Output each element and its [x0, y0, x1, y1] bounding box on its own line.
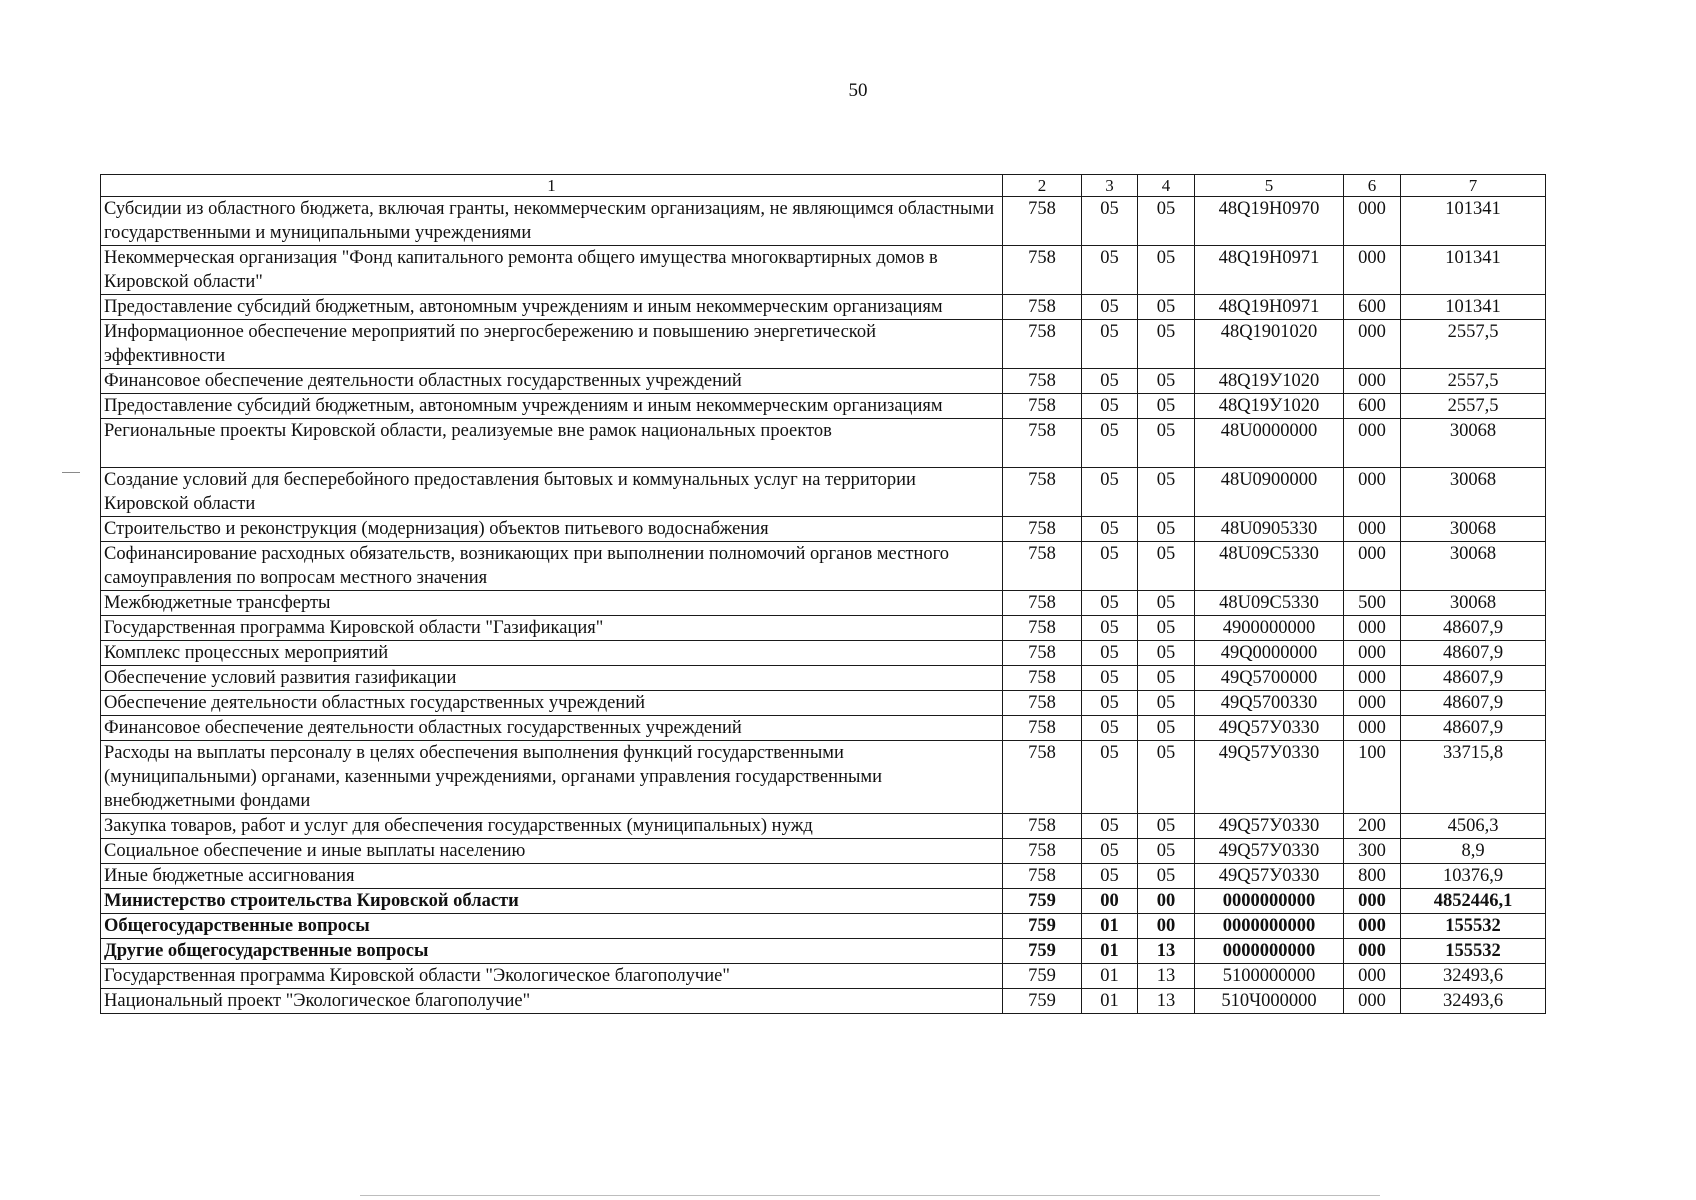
cell-col6: 800 [1344, 864, 1401, 889]
cell-col3: 05 [1082, 641, 1138, 666]
cell-col4: 05 [1138, 369, 1195, 394]
cell-col3: 05 [1082, 246, 1138, 295]
cell-col3: 05 [1082, 691, 1138, 716]
cell-col3: 05 [1082, 666, 1138, 691]
cell-col3: 01 [1082, 964, 1138, 989]
table-row [101, 641, 1546, 666]
row-name: Комплекс процессных мероприятий [101, 641, 1003, 666]
cell-col7: 4506,3 [1401, 814, 1546, 839]
cell-col2: 758 [1003, 641, 1082, 666]
cell-col5: 49Q0000000 [1195, 641, 1344, 666]
cell-col4: 13 [1138, 939, 1195, 964]
header-cell: 3 [1082, 175, 1138, 197]
cell-col5: 510Ч000000 [1195, 989, 1344, 1014]
table-row [101, 591, 1546, 616]
cell-col3: 05 [1082, 616, 1138, 641]
table-row [101, 517, 1546, 542]
cell-col5: 49Q57У0330 [1195, 839, 1344, 864]
cell-col2: 758 [1003, 320, 1082, 369]
row-name: Другие общегосударственные вопросы [101, 939, 1003, 964]
row-name: Софинансирование расходных обязательств, возникающих при выполнении полномочий органов местного самоуправления по вопросам местного значения [101, 542, 1003, 591]
cell-col7: 101341 [1401, 246, 1546, 295]
table-row [101, 468, 1546, 517]
cell-col2: 758 [1003, 197, 1082, 246]
cell-col5: 49Q57У0330 [1195, 814, 1344, 839]
cell-col4: 05 [1138, 542, 1195, 591]
table-row [101, 989, 1546, 1014]
cell-col7: 101341 [1401, 197, 1546, 246]
cell-col3: 00 [1082, 889, 1138, 914]
cell-col7: 2557,5 [1401, 394, 1546, 419]
cell-col2: 758 [1003, 517, 1082, 542]
cell-col7: 2557,5 [1401, 369, 1546, 394]
cell-col2: 758 [1003, 839, 1082, 864]
table-row [101, 246, 1546, 295]
cell-col2: 758 [1003, 542, 1082, 591]
cell-col2: 759 [1003, 964, 1082, 989]
cell-col2: 759 [1003, 939, 1082, 964]
header-cell: 5 [1195, 175, 1344, 197]
cell-col6: 600 [1344, 394, 1401, 419]
row-name: Региональные проекты Кировской области, реализуемые вне рамок национальных проектов [101, 419, 1003, 468]
cell-col2: 758 [1003, 666, 1082, 691]
cell-col7: 30068 [1401, 517, 1546, 542]
row-name: Общегосударственные вопросы [101, 914, 1003, 939]
row-name: Субсидии из областного бюджета, включая гранты, некоммерческим организациям, не являющимся областными государственными и муниципальными учреждениями [101, 197, 1003, 246]
cell-col3: 05 [1082, 197, 1138, 246]
row-name: Строительство и реконструкция (модернизация) объектов питьевого водоснабжения [101, 517, 1003, 542]
cell-col6: 200 [1344, 814, 1401, 839]
cell-col2: 759 [1003, 889, 1082, 914]
cell-col5: 48U09C5330 [1195, 591, 1344, 616]
cell-col2: 758 [1003, 394, 1082, 419]
table-row [101, 394, 1546, 419]
table-row [101, 691, 1546, 716]
table-row [101, 616, 1546, 641]
row-name: Некоммерческая организация "Фонд капитального ремонта общего имущества многоквартирных домов в Кировской области" [101, 246, 1003, 295]
cell-col7: 33715,8 [1401, 741, 1546, 814]
cell-col6: 300 [1344, 839, 1401, 864]
cell-col5: 48Q19У1020 [1195, 369, 1344, 394]
cell-col7: 32493,6 [1401, 964, 1546, 989]
cell-col7: 48607,9 [1401, 691, 1546, 716]
cell-col2: 758 [1003, 691, 1082, 716]
cell-col5: 49Q5700330 [1195, 691, 1344, 716]
scan-bottom-edge [360, 1195, 1380, 1196]
cell-col6: 000 [1344, 468, 1401, 517]
cell-col4: 05 [1138, 468, 1195, 517]
cell-col3: 01 [1082, 914, 1138, 939]
cell-col2: 758 [1003, 716, 1082, 741]
cell-col4: 05 [1138, 591, 1195, 616]
cell-col7: 4852446,1 [1401, 889, 1546, 914]
cell-col7: 2557,5 [1401, 320, 1546, 369]
table-row [101, 369, 1546, 394]
cell-col4: 05 [1138, 616, 1195, 641]
cell-col7: 32493,6 [1401, 989, 1546, 1014]
cell-col4: 13 [1138, 964, 1195, 989]
cell-col4: 00 [1138, 889, 1195, 914]
table-row [101, 197, 1546, 246]
cell-col6: 500 [1344, 591, 1401, 616]
cell-col2: 758 [1003, 419, 1082, 468]
cell-col6: 000 [1344, 716, 1401, 741]
cell-col7: 30068 [1401, 468, 1546, 517]
cell-col4: 05 [1138, 419, 1195, 468]
cell-col4: 05 [1138, 197, 1195, 246]
cell-col7: 30068 [1401, 591, 1546, 616]
cell-col3: 05 [1082, 295, 1138, 320]
cell-col6: 000 [1344, 889, 1401, 914]
cell-col4: 05 [1138, 320, 1195, 369]
cell-col3: 05 [1082, 814, 1138, 839]
row-name: Расходы на выплаты персоналу в целях обеспечения выполнения функций государственными (муниципальными) органами, казенными учреждениями, органами управления государственными внебюджетными фондами [101, 741, 1003, 814]
cell-col3: 05 [1082, 839, 1138, 864]
cell-col6: 000 [1344, 641, 1401, 666]
row-name: Министерство строительства Кировской области [101, 889, 1003, 914]
cell-col5: 0000000000 [1195, 939, 1344, 964]
cell-col5: 48U0905330 [1195, 517, 1344, 542]
header-cell: 6 [1344, 175, 1401, 197]
cell-col7: 155532 [1401, 939, 1546, 964]
cell-col4: 05 [1138, 641, 1195, 666]
table-row [101, 666, 1546, 691]
cell-col3: 01 [1082, 939, 1138, 964]
table-row [101, 542, 1546, 591]
cell-col2: 758 [1003, 616, 1082, 641]
cell-col6: 000 [1344, 691, 1401, 716]
row-name: Государственная программа Кировской области "Газификация" [101, 616, 1003, 641]
cell-col6: 600 [1344, 295, 1401, 320]
cell-col2: 758 [1003, 246, 1082, 295]
row-name: Межбюджетные трансферты [101, 591, 1003, 616]
cell-col5: 48U09C5330 [1195, 542, 1344, 591]
cell-col2: 758 [1003, 369, 1082, 394]
cell-col3: 05 [1082, 864, 1138, 889]
cell-col4: 13 [1138, 989, 1195, 1014]
cell-col6: 000 [1344, 320, 1401, 369]
cell-col3: 05 [1082, 419, 1138, 468]
table-header-row [101, 175, 1546, 197]
cell-col5: 48Q1901020 [1195, 320, 1344, 369]
cell-col6: 000 [1344, 939, 1401, 964]
table-row [101, 864, 1546, 889]
cell-col5: 48Q19У1020 [1195, 394, 1344, 419]
cell-col7: 10376,9 [1401, 864, 1546, 889]
cell-col6: 000 [1344, 419, 1401, 468]
budget-table [100, 174, 1546, 1014]
cell-col4: 05 [1138, 716, 1195, 741]
row-name: Создание условий для бесперебойного предоставления бытовых и коммунальных услуг на территории Кировской области [101, 468, 1003, 517]
cell-col4: 05 [1138, 666, 1195, 691]
cell-col3: 05 [1082, 468, 1138, 517]
cell-col6: 000 [1344, 369, 1401, 394]
cell-col4: 00 [1138, 914, 1195, 939]
cell-col3: 05 [1082, 320, 1138, 369]
cell-col2: 758 [1003, 814, 1082, 839]
cell-col3: 01 [1082, 989, 1138, 1014]
table-row [101, 419, 1546, 468]
table-row [101, 295, 1546, 320]
cell-col5: 49Q57У0330 [1195, 741, 1344, 814]
cell-col4: 05 [1138, 691, 1195, 716]
scan-margin-mark [62, 472, 80, 473]
cell-col5: 48Q19H0970 [1195, 197, 1344, 246]
cell-col2: 758 [1003, 468, 1082, 517]
header-cell: 2 [1003, 175, 1082, 197]
table-row [101, 964, 1546, 989]
cell-col6: 000 [1344, 666, 1401, 691]
row-name: Финансовое обеспечение деятельности областных государственных учреждений [101, 369, 1003, 394]
cell-col7: 48607,9 [1401, 716, 1546, 741]
cell-col6: 000 [1344, 542, 1401, 591]
cell-col4: 05 [1138, 814, 1195, 839]
table-row [101, 889, 1546, 914]
cell-col7: 101341 [1401, 295, 1546, 320]
cell-col5: 48U0000000 [1195, 419, 1344, 468]
cell-col7: 30068 [1401, 542, 1546, 591]
row-name: Государственная программа Кировской области "Экологическое благополучие" [101, 964, 1003, 989]
cell-col2: 758 [1003, 591, 1082, 616]
cell-col7: 30068 [1401, 419, 1546, 468]
cell-col4: 05 [1138, 839, 1195, 864]
cell-col4: 05 [1138, 394, 1195, 419]
cell-col6: 000 [1344, 246, 1401, 295]
table-row [101, 939, 1546, 964]
cell-col3: 05 [1082, 369, 1138, 394]
row-name: Иные бюджетные ассигнования [101, 864, 1003, 889]
row-name: Предоставление субсидий бюджетным, автономным учреждениям и иным некоммерческим организациям [101, 295, 1003, 320]
cell-col6: 000 [1344, 616, 1401, 641]
cell-col2: 759 [1003, 989, 1082, 1014]
table-row [101, 814, 1546, 839]
cell-col3: 05 [1082, 542, 1138, 591]
cell-col4: 05 [1138, 295, 1195, 320]
cell-col6: 000 [1344, 964, 1401, 989]
cell-col3: 05 [1082, 716, 1138, 741]
header-cell: 7 [1401, 175, 1546, 197]
cell-col7: 155532 [1401, 914, 1546, 939]
row-name: Финансовое обеспечение деятельности областных государственных учреждений [101, 716, 1003, 741]
cell-col5: 0000000000 [1195, 889, 1344, 914]
cell-col4: 05 [1138, 246, 1195, 295]
row-name: Обеспечение условий развития газификации [101, 666, 1003, 691]
table-row [101, 839, 1546, 864]
cell-col4: 05 [1138, 864, 1195, 889]
cell-col6: 000 [1344, 197, 1401, 246]
cell-col6: 100 [1344, 741, 1401, 814]
cell-col7: 48607,9 [1401, 641, 1546, 666]
cell-col2: 759 [1003, 914, 1082, 939]
header-cell: 4 [1138, 175, 1195, 197]
cell-col2: 758 [1003, 295, 1082, 320]
cell-col4: 05 [1138, 517, 1195, 542]
cell-col3: 05 [1082, 517, 1138, 542]
cell-col5: 49Q57У0330 [1195, 864, 1344, 889]
cell-col3: 05 [1082, 591, 1138, 616]
cell-col4: 05 [1138, 741, 1195, 814]
cell-col5: 49Q5700000 [1195, 666, 1344, 691]
cell-col7: 48607,9 [1401, 616, 1546, 641]
row-name: Социальное обеспечение и иные выплаты населению [101, 839, 1003, 864]
cell-col5: 48U0900000 [1195, 468, 1344, 517]
cell-col5: 48Q19H0971 [1195, 295, 1344, 320]
cell-col3: 05 [1082, 741, 1138, 814]
cell-col6: 000 [1344, 914, 1401, 939]
cell-col5: 48Q19H0971 [1195, 246, 1344, 295]
cell-col5: 4900000000 [1195, 616, 1344, 641]
table-row [101, 741, 1546, 814]
cell-col5: 49Q57У0330 [1195, 716, 1344, 741]
cell-col5: 0000000000 [1195, 914, 1344, 939]
cell-col2: 758 [1003, 864, 1082, 889]
header-cell: 1 [101, 175, 1003, 197]
row-name: Информационное обеспечение мероприятий по энергосбережению и повышению энергетической эффективности [101, 320, 1003, 369]
cell-col6: 000 [1344, 517, 1401, 542]
cell-col7: 48607,9 [1401, 666, 1546, 691]
row-name: Закупка товаров, работ и услуг для обеспечения государственных (муниципальных) нужд [101, 814, 1003, 839]
cell-col2: 758 [1003, 741, 1082, 814]
table-row [101, 914, 1546, 939]
page-number: 50 [848, 80, 868, 101]
cell-col5: 5100000000 [1195, 964, 1344, 989]
row-name: Предоставление субсидий бюджетным, автономным учреждениям и иным некоммерческим организациям [101, 394, 1003, 419]
row-name: Обеспечение деятельности областных государственных учреждений [101, 691, 1003, 716]
cell-col6: 000 [1344, 989, 1401, 1014]
table-row [101, 716, 1546, 741]
cell-col7: 8,9 [1401, 839, 1546, 864]
row-name: Национальный проект "Экологическое благополучие" [101, 989, 1003, 1014]
cell-col3: 05 [1082, 394, 1138, 419]
table-row [101, 320, 1546, 369]
